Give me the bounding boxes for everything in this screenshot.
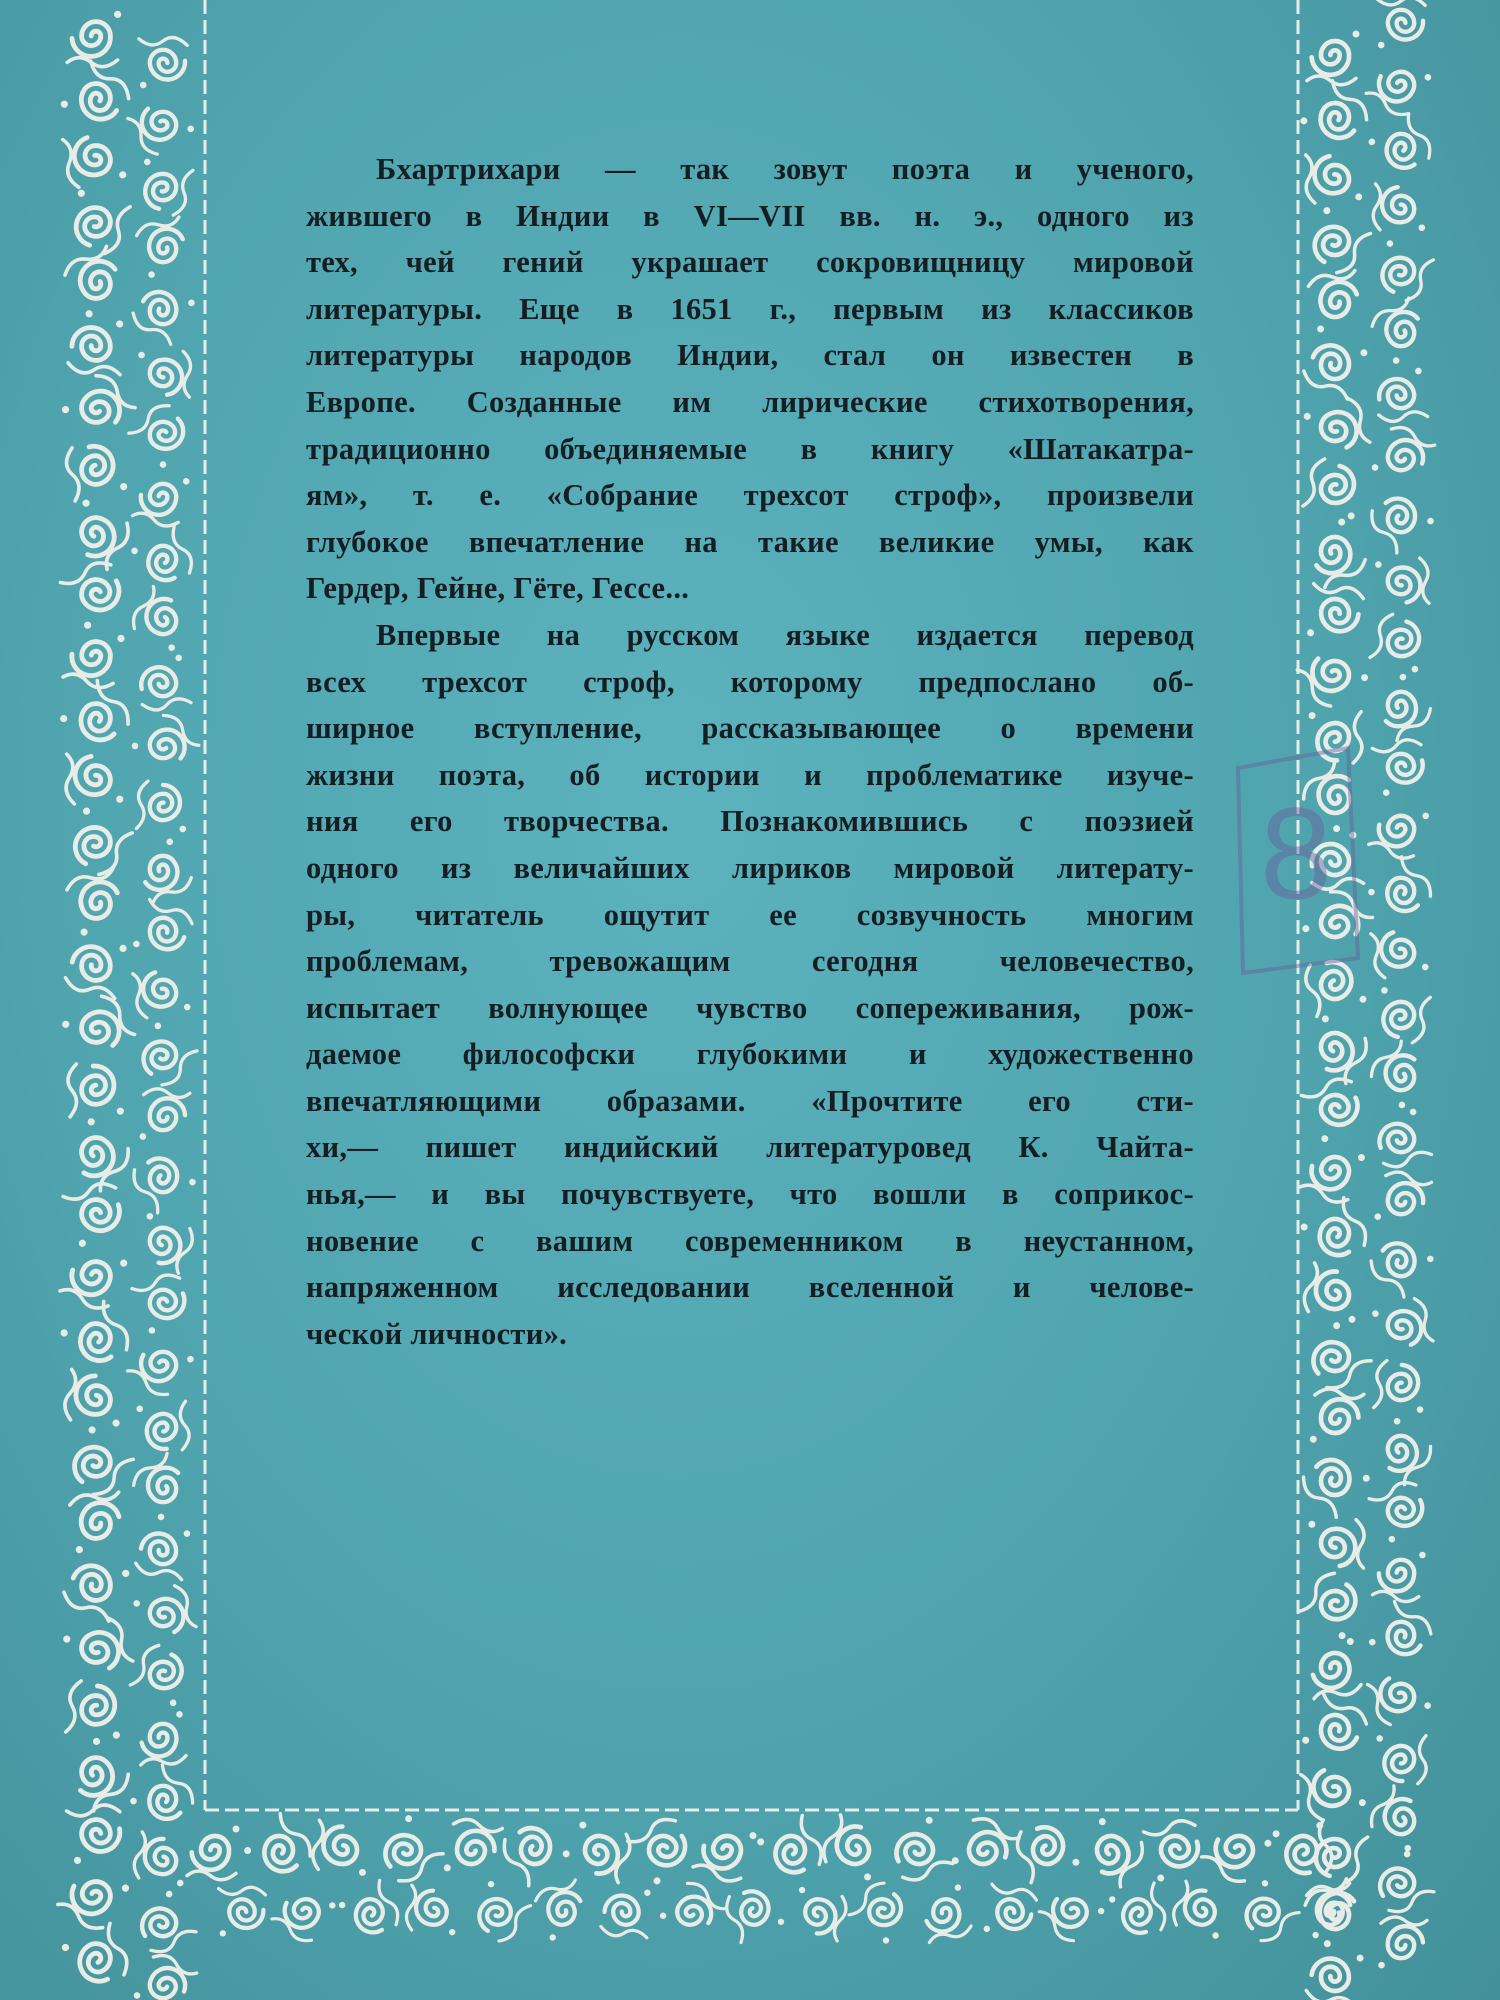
border-swirl <box>722 1881 785 1943</box>
border-swirl <box>1108 1883 1168 1942</box>
border-swirl <box>1297 1756 1367 1825</box>
border-swirl <box>1366 1228 1436 1298</box>
border-swirl <box>1300 1693 1370 1764</box>
text-line: Гердер, Гейне, Гёте, Гессе... <box>306 571 690 606</box>
text-line: тех, чей гений украшает сокровищницу мировой <box>306 245 1194 280</box>
border-swirl <box>1301 1820 1369 1886</box>
border-swirl <box>128 837 197 906</box>
border-swirl <box>1299 1139 1366 1207</box>
border-swirl <box>128 1020 198 1089</box>
border-swirl <box>1368 799 1430 862</box>
border-swirl <box>1367 1417 1438 1487</box>
border-swirl <box>63 933 128 1000</box>
text-line: жившего в Индии в VI—VII вв. н. э., одного из <box>306 198 1194 233</box>
border-swirl <box>406 1885 458 1936</box>
border-swirl <box>1143 1817 1207 1882</box>
text-line: новение с вашим современником в неустанном, <box>306 1223 1194 1258</box>
border-swirl <box>56 1860 131 1935</box>
text-line: Европе. Созданные им лирические стихотворения, <box>306 384 1194 419</box>
border-swirl <box>63 1180 130 1248</box>
border-swirl <box>1307 31 1360 85</box>
text-line: испытает волнующее чувство сопереживания, рож- <box>306 990 1194 1025</box>
border-swirl <box>61 989 138 1066</box>
text-line: ям», т. е. «Собрание трехсот строф», произвели <box>306 478 1194 513</box>
border-swirl <box>755 1815 826 1885</box>
border-swirl <box>129 1642 197 1709</box>
border-swirl <box>1367 113 1436 181</box>
library-stamp <box>1218 728 1368 988</box>
border-swirl <box>337 1880 403 1945</box>
border-swirl <box>1310 1388 1364 1444</box>
border-swirl <box>58 1301 133 1375</box>
border-swirl <box>1298 80 1372 154</box>
border-swirl <box>62 749 123 809</box>
border-swirl <box>1301 1014 1373 1085</box>
border-swirl <box>68 1063 124 1117</box>
border-swirl <box>1302 1637 1366 1702</box>
border-swirl <box>136 1401 190 1453</box>
border-swirl <box>133 1711 190 1769</box>
border-swirl <box>1199 1814 1272 1888</box>
border-swirl <box>1299 1197 1372 1269</box>
border-swirl <box>60 368 138 446</box>
border-swirl <box>127 1450 198 1521</box>
border-swirl <box>128 1764 198 1834</box>
border-swirl <box>219 1887 266 1936</box>
border-swirl <box>131 213 196 279</box>
border-swirl <box>1365 1784 1434 1853</box>
paragraph-1 <box>306 146 1194 612</box>
border-swirl <box>61 498 135 571</box>
border-swirl <box>1375 1734 1427 1784</box>
cover-blurb <box>306 146 1194 1357</box>
border-swirl <box>848 1878 916 1946</box>
border-swirl <box>62 626 125 690</box>
border-swirl <box>1302 457 1369 522</box>
border-swirl <box>1374 367 1427 423</box>
border-swirl <box>659 1877 727 1946</box>
border-swirl <box>135 654 191 712</box>
border-swirl <box>61 187 132 256</box>
border-swirl <box>1298 1568 1372 1641</box>
border-swirl <box>1374 1169 1432 1229</box>
border-swirl <box>1170 1880 1230 1939</box>
border-swirl <box>1372 181 1426 233</box>
border-swirl <box>1372 1359 1429 1414</box>
text-line: ширное вступление, рассказывающее о времени <box>306 711 1194 746</box>
border-swirl <box>62 1611 137 1685</box>
text-line: ческой личности». <box>306 1316 568 1351</box>
border-swirl <box>59 805 134 879</box>
border-swirl <box>1305 1946 1366 2000</box>
border-swirl <box>58 243 133 319</box>
border-swirl <box>131 898 195 963</box>
border-swirl <box>951 1813 1021 1884</box>
border-swirl <box>1372 737 1430 797</box>
border-swirl <box>1300 330 1369 401</box>
border-swirl <box>915 1884 977 1947</box>
border-swirl <box>132 1831 189 1886</box>
border-swirl <box>1301 1262 1364 1323</box>
border-swirl <box>133 1212 196 1274</box>
border-swirl <box>64 1680 127 1741</box>
border-swirl <box>61 865 132 937</box>
border-swirl <box>138 348 193 402</box>
border-swirl <box>600 1885 652 1939</box>
text-line: напряженном исследовании вселенной и челове- <box>306 1270 1194 1305</box>
border-swirl <box>130 709 201 780</box>
border-swirl <box>128 400 198 470</box>
border-swirl <box>692 1819 757 1886</box>
text-line: жизни поэта, об истории и проблематике изуче- <box>306 757 1194 792</box>
border-swirl <box>132 1271 195 1335</box>
border-swirl <box>1371 985 1432 1044</box>
border-swirl <box>139 37 187 88</box>
text-line: традиционно объединяемые в книгу «Шатакатра- <box>306 431 1194 466</box>
border-swirl <box>792 1886 849 1941</box>
border-swirl <box>126 1331 195 1401</box>
border-swirl <box>370 1813 444 1887</box>
border-swirl <box>1366 295 1436 365</box>
border-swirl <box>59 125 128 192</box>
border-swirl <box>127 585 195 652</box>
stamp-number: 8 <box>1259 780 1333 926</box>
border-swirl <box>130 526 197 592</box>
border-swirl <box>530 1876 594 1941</box>
border-swirl <box>569 1821 633 1884</box>
border-swirl <box>1377 1916 1427 1968</box>
text-line: проблемам, тревожащим сегодня человечество, <box>306 944 1194 979</box>
border-swirl <box>66 1803 125 1864</box>
text-line: Впервые на русском языке издается перевод <box>376 617 1194 652</box>
border-swirl <box>1298 517 1371 591</box>
paragraph-2 <box>306 612 1194 1358</box>
border-swirl <box>1308 1516 1368 1574</box>
border-swirl <box>1232 1878 1300 1946</box>
border-swirl <box>443 1817 503 1878</box>
border-swirl <box>1367 1849 1434 1917</box>
border-swirl <box>1369 612 1433 675</box>
border-swirl <box>140 1088 190 1140</box>
border-swirl <box>125 90 196 160</box>
text-line: литературы народов Индии, стал он известен в <box>306 338 1194 373</box>
border-swirl <box>270 1880 337 1947</box>
text-line: глубокое впечатление на такие великие умы, как <box>306 524 1194 559</box>
border-swirl <box>132 157 194 218</box>
border-swirl <box>1298 1444 1372 1518</box>
border-swirl <box>1372 1548 1426 1603</box>
border-swirl <box>1366 856 1436 926</box>
border-swirl <box>60 557 132 630</box>
text-line: даемое философски глубокими и художественно <box>306 1037 1194 1072</box>
border-swirl <box>1371 422 1437 488</box>
border-swirl <box>1368 238 1435 304</box>
border-swirl <box>1299 205 1372 277</box>
border-swirl <box>132 469 190 529</box>
border-swirl <box>1365 1039 1436 1110</box>
border-swirl <box>1369 1478 1434 1544</box>
border-swirl <box>1298 1320 1372 1394</box>
text-line: ры, читатель ощутит ее созвучность многим <box>306 897 1194 932</box>
border-swirl <box>58 1736 136 1814</box>
border-swirl <box>1302 148 1363 208</box>
text-line: литературы. Еще в 1651 г., первым из классиков <box>306 291 1194 326</box>
border-swirl <box>67 11 121 67</box>
border-swirl <box>1303 267 1368 334</box>
border-swirl <box>128 1145 198 1214</box>
border-swirl <box>1375 554 1433 611</box>
border-swirl <box>627 1814 699 1887</box>
border-swirl <box>1305 582 1364 643</box>
border-swirl <box>1013 1817 1081 1883</box>
border-swirl <box>1037 1878 1106 1947</box>
border-swirl <box>498 1814 572 1887</box>
border-swirl <box>1367 1600 1436 1669</box>
border-swirl <box>65 1488 129 1554</box>
text-line: хи,— пишет индийский литературовед К. Чайта- <box>306 1130 1194 1165</box>
border-swirl <box>64 1369 123 1427</box>
border-swirl <box>1370 1107 1432 1170</box>
text-line: Бхартрихари — так зовут поэта и ученого, <box>376 152 1194 186</box>
border-swirl <box>1371 1293 1437 1358</box>
border-swirl <box>1303 392 1374 462</box>
border-swirl <box>129 1889 196 1957</box>
border-swirl <box>60 1923 132 1993</box>
border-swirl <box>242 1813 316 1887</box>
text-line: одного из величайших лириков мировой литерату- <box>306 850 1194 885</box>
border-swirl <box>67 316 124 376</box>
border-swirl <box>1366 484 1436 553</box>
border-swirl <box>1364 1663 1432 1730</box>
border-swirl <box>60 1550 131 1623</box>
border-swirl <box>982 1883 1038 1941</box>
text-line: всех трехсот строф, которому предпослано об- <box>306 664 1194 699</box>
border-swirl <box>1301 1074 1369 1144</box>
border-swirl <box>885 1815 953 1885</box>
border-swirl <box>58 60 134 136</box>
border-swirl <box>129 277 197 346</box>
text-line: впечатляющими образами. «Прочтите его сти- <box>306 1083 1194 1118</box>
border-swirl <box>819 1813 888 1881</box>
border-swirl <box>132 1580 199 1647</box>
border-swirl <box>58 1242 128 1313</box>
text-line: ния его творчества. Познакомившись с поэзией <box>306 804 1194 839</box>
border-swirl <box>1076 1817 1149 1889</box>
border-swirl <box>129 962 191 1023</box>
border-swirl <box>58 680 135 756</box>
border-swirl <box>312 1820 370 1876</box>
border-swirl <box>1366 672 1437 743</box>
border-swirl <box>1364 52 1432 121</box>
border-swirl <box>1377 0 1425 48</box>
border-swirl <box>1294 638 1369 713</box>
border-swirl <box>134 1521 192 1581</box>
border-swirl <box>59 1117 136 1194</box>
text-line: нья,— и вы почувствуете, что вошли в соприкос- <box>306 1177 1194 1212</box>
border-swirl <box>135 780 191 833</box>
border-swirl <box>58 1424 134 1500</box>
border-swirl <box>133 1950 199 2000</box>
border-swirl <box>465 1879 532 1945</box>
border-swirl <box>187 1826 240 1880</box>
border-swirl <box>1367 922 1429 983</box>
border-swirl <box>64 439 128 501</box>
